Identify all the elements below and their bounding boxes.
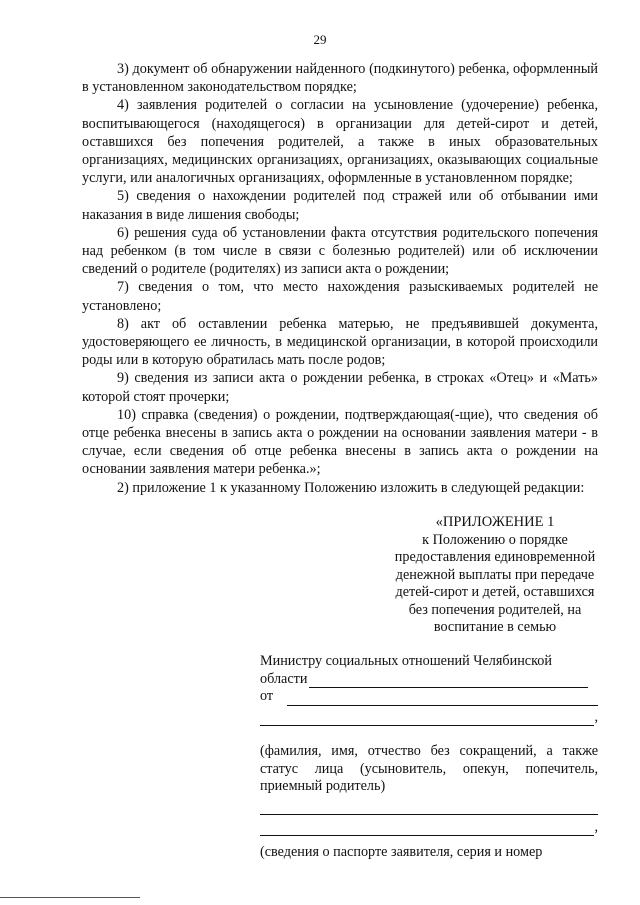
list-item: 9) сведения из записи акта о рождении ребенка, в строках «Отец» и «Мать» которой стоят прочерки; (82, 370, 598, 405)
region-field[interactable] (309, 674, 588, 688)
comma: , (594, 708, 598, 725)
list-item: 3) документ об обнаружении найденного (подкинутого) ребенка, оформленный в установленном законодательством порядке; (82, 61, 598, 96)
region-line (260, 671, 598, 689)
list-item: 8) акт об оставлении ребенка матерью, не предъявившей документа, удостоверяющего ее личность, в медицинской организации, в которой происходили роды или в которую обратилась мать после родов; (82, 315, 598, 369)
list-item: 2) приложение 1 к указанному Положению изложить в следующей редакции: (117, 479, 585, 496)
list-item: 6) решения суда об установлении факта отсутствия родительского попечения над ребенком (в том числе в связи с болезнью родителей) или об исключении сведений о родителе (родителях) из записи акта о рождении; (82, 224, 598, 278)
applicant-status-field-2[interactable] (260, 823, 594, 836)
appendix-header (390, 514, 600, 637)
passport-hint: (сведения о паспорте заявителя, серия и номер (260, 844, 543, 860)
list-item: 4) заявления родителей о согласии на усыновление (удочерение) ребенка, воспитывающегося (находящегося) в организации для детей-сирот и детей, оставшихся без попечения родителей, а также в иных образовательных организациях, медицинских организациях, организациях, оказывающих социальные услуги, или аналогичных организациях, оформленные в установленном порядке; (82, 97, 598, 187)
list-item: 10) справка (сведения) о рождении, подтверждающая(-щие), что сведения об отце ребенка внесены в запись акта о рождении на основании заявления матери - в случае, если сведения об отце ребенка внесены в запись акта о рождении на основании заявления матери ребенка.»; (82, 406, 598, 478)
list-item: 5) сведения о нахождении родителей под стражей или об отбывании ими наказания в виде лишения свободы; (82, 188, 598, 223)
document-body (82, 60, 598, 497)
addressee-line: Министру социальных отношений Челябинской (260, 653, 552, 669)
appendix-title: «ПРИЛОЖЕНИЕ 1 (435, 514, 555, 530)
applicant-name-field[interactable] (287, 692, 598, 706)
application-form (260, 653, 598, 862)
list-item: 7) сведения о том, что место нахождения разыскиваемых родителей не установлено; (82, 279, 598, 314)
appendix-subtitle: к Положению о порядке предоставления единовременной денежной выплаты при передаче детей-сирот и детей, оставшихся без попечения родителей, на воспитание в семью (394, 531, 596, 635)
applicant-name-field-2[interactable] (260, 713, 594, 726)
footer-rule (0, 897, 140, 898)
applicant-status-line-2 (260, 819, 598, 837)
applicant-hint: (фамилия, имя, отчество без сокращений, а также статус лица (усыновитель, опекун, попечитель, приемный родитель) (260, 743, 598, 794)
from-line (260, 688, 598, 706)
comma: , (594, 818, 598, 835)
applicant-name-line-2 (260, 709, 598, 727)
page-number: 29 (313, 32, 327, 47)
applicant-status-field[interactable] (260, 802, 598, 815)
from-label: от (260, 688, 274, 704)
region-label: области (260, 670, 308, 687)
